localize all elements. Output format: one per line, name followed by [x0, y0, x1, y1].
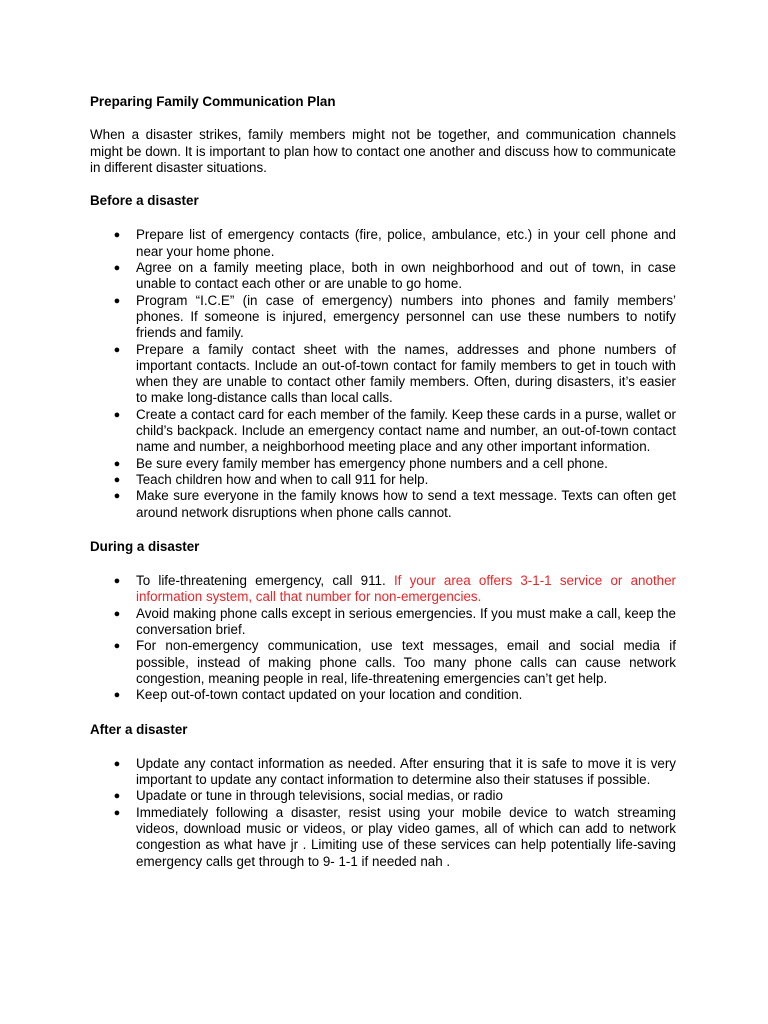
bullet-icon: ●	[113, 229, 121, 242]
list-item-text: To life-threatening emergency, call 911.	[136, 573, 394, 589]
list-item	[90, 342, 676, 407]
list-item-text: Teach children how and when to call 911 for help.	[136, 471, 429, 487]
bullet-icon: ●	[113, 790, 121, 803]
list-item	[90, 488, 676, 521]
section-heading-before: Before a disaster	[90, 193, 199, 209]
intro-paragraph: When a disaster strikes, family members might not be together, and communication channels might be down. It is important to plan how to contact one another and discuss how to communicate in different disaster situations.	[90, 127, 676, 175]
list-item	[90, 687, 676, 703]
bullet-icon: ●	[113, 457, 121, 470]
list-item-text: Program “I.C.E” (in case of emergency) numbers into phones and family members’ phones. If someone is injured, emergency personnel can use these numbers to notify friends and family.	[136, 292, 676, 341]
bullet-icon: ●	[113, 689, 121, 702]
list-item	[90, 573, 676, 606]
list-item-text: Immediately following a disaster, resist using your mobile device to watch streaming videos, download music or videos, or play video games, all of which can add to network congestion as what have jr . Limiting use of these services can help potentially life-saving emergency calls get through to 9- 1-1 if needed nah .	[136, 804, 676, 869]
highlighted-text: If your area offers 3-1-1 service or another information system, call that number for non-emergencies.	[136, 573, 677, 605]
list-item-text: Be sure every family member has emergency phone numbers and a cell phone.	[136, 455, 608, 471]
list-item	[90, 227, 676, 260]
list-item	[90, 756, 676, 789]
section-heading-during: During a disaster	[90, 538, 200, 554]
list-item-text: Update any contact information as needed. After ensuring that it is safe to move it is very important to update any contact information to determine also their statuses if possible.	[136, 755, 676, 788]
list-item	[90, 638, 676, 687]
list-item-text: For non-emergency communication, use text messages, email and social media if possible, instead of making phone calls. Too many phone calls can cause network congestion, meaning people in real, life-threatening emergencies can’t get help.	[136, 638, 676, 686]
section-heading-after: After a disaster	[90, 721, 188, 737]
bullet-icon: ●	[113, 757, 121, 770]
bullet-icon: ●	[113, 262, 121, 275]
document-title: Preparing Family Communication Plan	[90, 94, 336, 109]
bullet-icon: ●	[113, 490, 121, 503]
list-item-text: Keep out-of-town contact updated on your location and condition.	[136, 687, 523, 703]
list-item	[90, 788, 676, 804]
list-item-text: Prepare list of emergency contacts (fire, police, ambulance, etc.) in your cell phone and near your home phone.	[136, 227, 676, 259]
bullet-icon: ●	[113, 640, 121, 653]
list-item-text: Create a contact card for each member of the family. Keep these cards in a purse, wallet or child’s backpack. Include an emergency contact name and number, an out-of-town contact name and number, a neighborhood meeting place and any other important information.	[136, 406, 676, 455]
list-item-text: Prepare a family contact sheet with the names, addresses and phone numbers of important contacts. Include an out-of-town contact for family members to get in touch with when they are unable to contact other family members. Often, during disasters, it’s easier to make long-distance calls than local calls.	[136, 341, 676, 406]
list-item	[90, 456, 676, 472]
list-item-text: Avoid making phone calls except in serious emergencies. If you must make a call, keep the conversation brief.	[136, 605, 676, 638]
list-item	[90, 606, 676, 639]
bullet-icon: ●	[113, 607, 121, 620]
bullet-icon: ●	[113, 408, 121, 421]
bullet-icon: ●	[113, 806, 121, 819]
list-item	[90, 260, 676, 293]
list-item	[90, 805, 676, 870]
bullet-list-after	[90, 756, 676, 870]
bullet-list-before	[90, 227, 676, 520]
list-item	[90, 293, 676, 342]
list-item-text: Make sure everyone in the family knows how to send a text message. Texts can often get around network disruptions when phone calls cannot.	[136, 488, 676, 520]
bullet-icon: ●	[113, 575, 121, 588]
document-content	[90, 94, 676, 888]
list-item	[90, 407, 676, 456]
bullet-icon: ●	[113, 294, 121, 307]
bullet-icon: ●	[113, 343, 121, 356]
bullet-list-during	[90, 573, 676, 703]
bullet-icon: ●	[113, 473, 121, 486]
list-item-text: Upadate or tune in through televisions, social medias, or radio	[136, 788, 503, 804]
list-item	[90, 472, 676, 488]
list-item-text: Agree on a family meeting place, both in own neighborhood and out of town, in case unable to contact each other or are unable to go home.	[136, 260, 676, 292]
